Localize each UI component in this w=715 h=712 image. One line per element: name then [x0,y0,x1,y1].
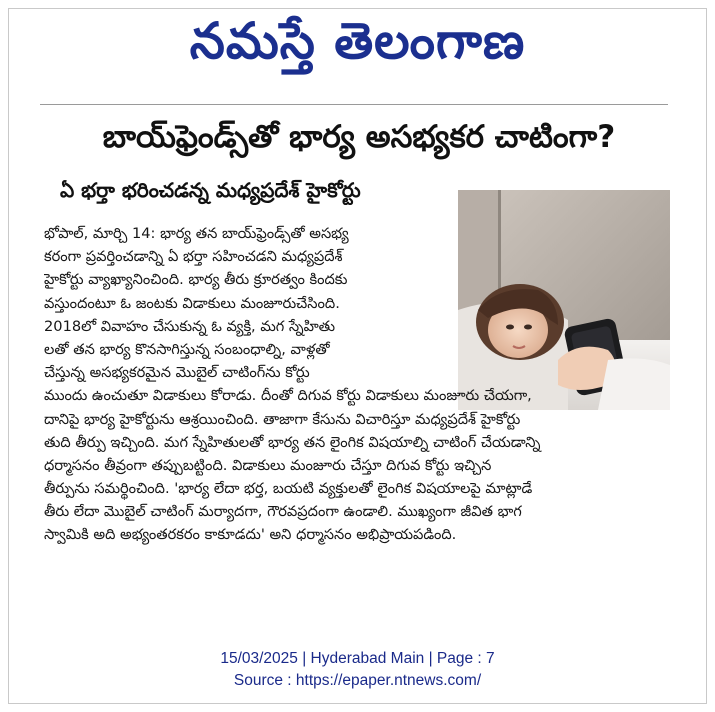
body-line: 2018లో వివాహం చేసుకున్న ఓ వ్యక్తి, మగ స్నేహితు [44,317,336,335]
footer-date-edition-page: 15/03/2025 | Hyderabad Main | Page : 7 [220,650,495,667]
body-line: తుది తీర్పు ఇచ్చింది. మగ స్నేహితులతో భార్య తన లైంగిక విషయాల్ని చాటింగ్ చేయడాన్ని [44,433,541,451]
body-line: భోపాల్, మార్చి 14: భార్య తన బాయ్‌ఫ్రెండ్స్‌తో అసభ్య [44,225,349,242]
body-line: ముందు ఉంచుతూ విడాకులు కోరాడు. దీంతో దిగువ కోర్టు విడాకులు మంజూరు చేయగా, [44,387,532,405]
body-line: తీర్పును సమర్థించింది. 'భార్య లేదా భర్త, బయటి వ్యక్తులతో లైంగిక విషయాలపై మాట్లాడే [44,480,533,498]
body-line: హైకోర్టు వ్యాఖ్యానించింది. భార్య తీరు క్రూరత్వం కిందకు [44,271,348,289]
body-line: తీరు లేదా మొబైల్ చాటింగ్ మర్యాదగా, గౌరవప్రదంగా ఉండాలి. ముఖ్యంగా జీవిత భాగ [44,503,522,521]
newspaper-masthead: నమస్తే తెలంగాణ [189,12,526,70]
body-line: లతో తన భార్య కొనసాగిస్తున్న సంబంధాల్ని, వాళ్లతో [44,340,330,358]
article-headline: బాయ్‌ఫ్రెండ్స్‌తో భార్య అసభ్యకర చాటింగా? [102,119,616,155]
page-footer [0,648,715,692]
body-line: దానిపై భార్య హైకోర్టును ఆశ్రయించింది. తాజాగా కేసును విచారిస్తూ మధ్యప్రదేశ్ హైకోర్టు [44,410,521,428]
footer-source-link: Source : https://epaper.ntnews.com/ [233,672,482,689]
body-line: ధర్మాసనం తీవ్రంగా తప్పుబట్టింది. విడాకులు మంజూరు చేస్తూ దిగువ కోర్టు ఇచ్చిన [44,456,492,474]
body-line: వస్తుందంటూ ఓ జంటకు విడాకులు మంజూరుచేసింది. [44,294,340,312]
article-body [44,222,674,610]
article-subheadline: ఏ భర్తా భరించడన్న మధ్యప్రదేశ్ హైకోర్టు [60,178,361,202]
body-line: స్వామికి అది అభ్యంతరకరం కాకూడదు' అని ధర్మాసనం అభిప్రాయపడింది. [44,526,457,544]
body-line: కరంగా ప్రవర్తించడాన్ని ఏ భర్తా సహించడని మధ్యప్రదేశ్ [44,248,343,266]
header-divider [40,104,668,105]
body-line: చేస్తున్న అసభ్యకరమైన మొబైల్ చాటింగ్‌ను కోర్టు [44,364,310,382]
